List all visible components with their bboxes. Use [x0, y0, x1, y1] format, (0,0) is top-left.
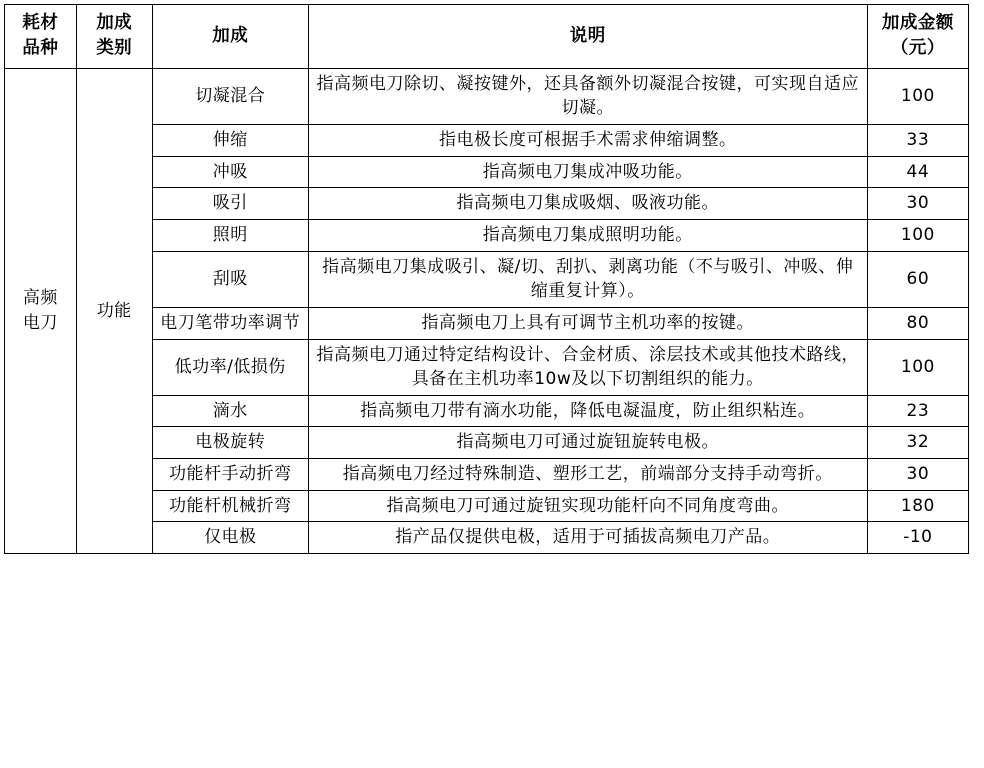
consumable-kind-line1: 高频: [22, 288, 58, 309]
cell-price: 32: [867, 427, 968, 459]
cell-addition-name: 吸引: [152, 188, 308, 220]
cell-addition-name: 伸缩: [152, 125, 308, 157]
cell-addition-name: 功能杆手动折弯: [152, 459, 308, 491]
column-header-price-line2: （元）: [890, 38, 945, 59]
column-header-description: 说明: [308, 5, 867, 69]
cell-price: 33: [867, 125, 968, 157]
cell-price: 100: [867, 219, 968, 251]
column-header-addition: 加成: [152, 5, 308, 69]
cell-addition-category: 功能: [76, 68, 152, 553]
cell-price: 44: [867, 156, 968, 188]
cell-description: 指高频电刀可通过旋钮旋转电极。: [308, 427, 867, 459]
cell-description: 指高频电刀可通过旋钮实现功能杆向不同角度弯曲。: [308, 490, 867, 522]
column-header-category: [76, 5, 152, 69]
cell-price: 30: [867, 188, 968, 220]
cell-consumable-kind: [5, 68, 77, 553]
cell-description: 指高频电刀带有滴水功能，降低电凝温度，防止组织粘连。: [308, 395, 867, 427]
cell-description: 指高频电刀上具有可调节主机功率的按键。: [308, 307, 867, 339]
consumable-kind-line2: 电刀: [22, 312, 58, 333]
cell-description: 指高频电刀集成照明功能。: [308, 219, 867, 251]
column-header-category-line1: 加成: [96, 13, 133, 33]
cell-addition-name: 电刀笔带功率调节: [152, 307, 308, 339]
column-header-kind-line1: 耗材: [22, 13, 59, 33]
column-header-kind-line2: 品种: [22, 38, 59, 59]
cell-price: 60: [867, 251, 968, 307]
cell-addition-name: 刮吸: [152, 251, 308, 307]
table-header: [5, 5, 969, 69]
cell-description: 指高频电刀经过特殊制造、塑形工艺，前端部分支持手动弯折。: [308, 459, 867, 491]
cell-price: 100: [867, 68, 968, 124]
column-header-category-line2: 类别: [96, 38, 133, 59]
cell-price: 80: [867, 307, 968, 339]
cell-addition-name: 切凝混合: [152, 68, 308, 124]
table-body: [5, 68, 969, 553]
addition-pricing-table: [4, 4, 969, 554]
cell-description: 指产品仅提供电极，适用于可插拔高频电刀产品。: [308, 522, 867, 554]
cell-price: 180: [867, 490, 968, 522]
cell-description: 指高频电刀除切、凝按键外，还具备额外切凝混合按键，可实现自适应切凝。: [308, 68, 867, 124]
cell-addition-name: 低功率/低损伤: [152, 339, 308, 395]
cell-price: 23: [867, 395, 968, 427]
cell-addition-name: 滴水: [152, 395, 308, 427]
cell-description: 指高频电刀集成吸烟、吸液功能。: [308, 188, 867, 220]
cell-price: -10: [867, 522, 968, 554]
cell-addition-name: 仅电极: [152, 522, 308, 554]
table-header-row: [5, 5, 969, 69]
column-header-price-line1: 加成金额: [881, 13, 954, 33]
table-row: [5, 68, 969, 124]
cell-addition-name: 冲吸: [152, 156, 308, 188]
cell-price: 100: [867, 339, 968, 395]
column-header-price: [867, 5, 968, 69]
cell-description: 指高频电刀集成冲吸功能。: [308, 156, 867, 188]
cell-description: 指高频电刀通过特定结构设计、合金材质、涂层技术或其他技术路线，具备在主机功率10w及以下切割组织的能力。: [308, 339, 867, 395]
cell-description: 指高频电刀集成吸引、凝/切、刮扒、剥离功能（不与吸引、冲吸、伸缩重复计算）。: [308, 251, 867, 307]
cell-description: 指电极长度可根据手术需求伸缩调整。: [308, 125, 867, 157]
cell-price: 30: [867, 459, 968, 491]
cell-addition-name: 照明: [152, 219, 308, 251]
column-header-kind: [5, 5, 77, 69]
cell-addition-name: 功能杆机械折弯: [152, 490, 308, 522]
cell-addition-name: 电极旋转: [152, 427, 308, 459]
